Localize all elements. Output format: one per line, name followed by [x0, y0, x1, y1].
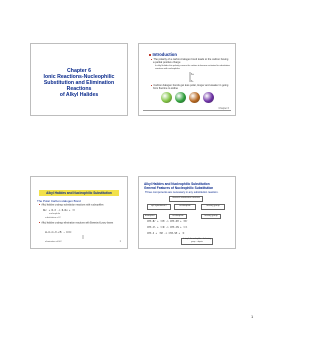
polar-bond-diagram	[183, 71, 197, 83]
slide-chapter-title	[30, 43, 128, 116]
leaving-group-label-box: leaving group	[201, 214, 221, 219]
page-number: 1	[251, 314, 254, 319]
title-line-2: Ionic Reactions-Nucleophilic	[43, 74, 115, 80]
slide3-footer: 1	[119, 240, 121, 243]
examples-box: Examples:	[144, 215, 156, 217]
substitution-label: substitution of X	[45, 217, 61, 219]
bromine-model-icon	[189, 92, 200, 103]
slide-polar-bond	[30, 176, 128, 249]
section-subtitle: The Polar Carbon-Halogen Bond	[37, 199, 81, 203]
three-components-bullet: Three components are necessary in any substitution reaction.	[145, 191, 219, 194]
intro-line-5: Carbon-halogen bonds get less polar, longer and weaker in going	[151, 84, 228, 87]
elimination-label: elimination of HX	[45, 241, 62, 243]
slide-footer: Chapter 6	[218, 107, 229, 110]
intro-line-2: a partial positive charge	[153, 61, 181, 64]
example-row-2: CH3-Cl + :CN -> CH3-CN + :Cl	[147, 226, 188, 229]
footer-divider	[143, 110, 231, 111]
intro-heading: Introduction	[149, 52, 177, 57]
title-line-3: Substitution and Elimination Reactions	[43, 80, 115, 92]
general-reaction-box: General substitution reaction	[169, 196, 203, 202]
intro-line-3: In alkyl halides this polarity causes the carbon to become activated to substitution	[155, 65, 230, 67]
chlorine-model-icon	[175, 92, 186, 103]
svg-text:δ−: δ−	[191, 80, 194, 83]
slide4-title	[144, 182, 213, 190]
substitution-bullet: Alkyl halides undergo substitution reactions with nucleophiles	[39, 204, 104, 207]
mechanism-note-box: In step 1, the nucleophile ... the leaving group ... departs	[181, 238, 213, 245]
substitution-equation: Nu: + R-X -> R-Nu + :X	[43, 209, 75, 212]
title-line-1: Chapter 6	[67, 68, 91, 74]
slide4-title-line-2: General Features of Nucleophilic Substitution	[144, 186, 214, 190]
iodine-model-icon	[203, 92, 214, 103]
example-row-1: CH3-Br + :OH -> CH3-OH + :Br	[147, 220, 188, 223]
intro-line-4: reactions with nucleophiles	[155, 67, 180, 70]
intro-line-1: The polarity of a carbon-halogen bond leads to the carbon having	[151, 58, 228, 61]
nucleophile-box: nucleophile	[174, 204, 196, 210]
svg-text:H–C–C–X + B: → C=C: H–C–C–X + B: → C=C	[45, 231, 72, 234]
fluorine-model-icon	[161, 92, 172, 103]
halogen-models	[161, 92, 217, 104]
section-band: Alkyl Halides and Nucleophilic Substitution	[39, 190, 119, 196]
title-line-4: of Alkyl Halides	[59, 92, 99, 98]
intro-line-6: from fluorine to iodine	[153, 87, 178, 90]
elimination-structure	[43, 226, 103, 240]
elimination-bullet: Alkyl halides undergo elimination reactions with Brønsted-Lowry bases	[39, 222, 113, 225]
nucleophile-label: nucleophile	[49, 213, 61, 215]
slide4-title-line-1: Alkyl Halides and Nucleophilic Substitution	[144, 182, 210, 186]
leaving-group-box: leaving group	[201, 204, 225, 210]
slide-introduction	[138, 43, 236, 116]
nucleophile-label-box: nucleophile	[169, 214, 187, 219]
example-row-3: CH3-I + :SH -> CH3-SH + :I	[147, 232, 185, 235]
slide-general-features	[138, 176, 236, 249]
svg-text:δ+: δ+	[191, 73, 194, 76]
chapter-title	[35, 68, 123, 98]
sp3-carbon-box: sp3 hybridized C	[147, 204, 171, 210]
